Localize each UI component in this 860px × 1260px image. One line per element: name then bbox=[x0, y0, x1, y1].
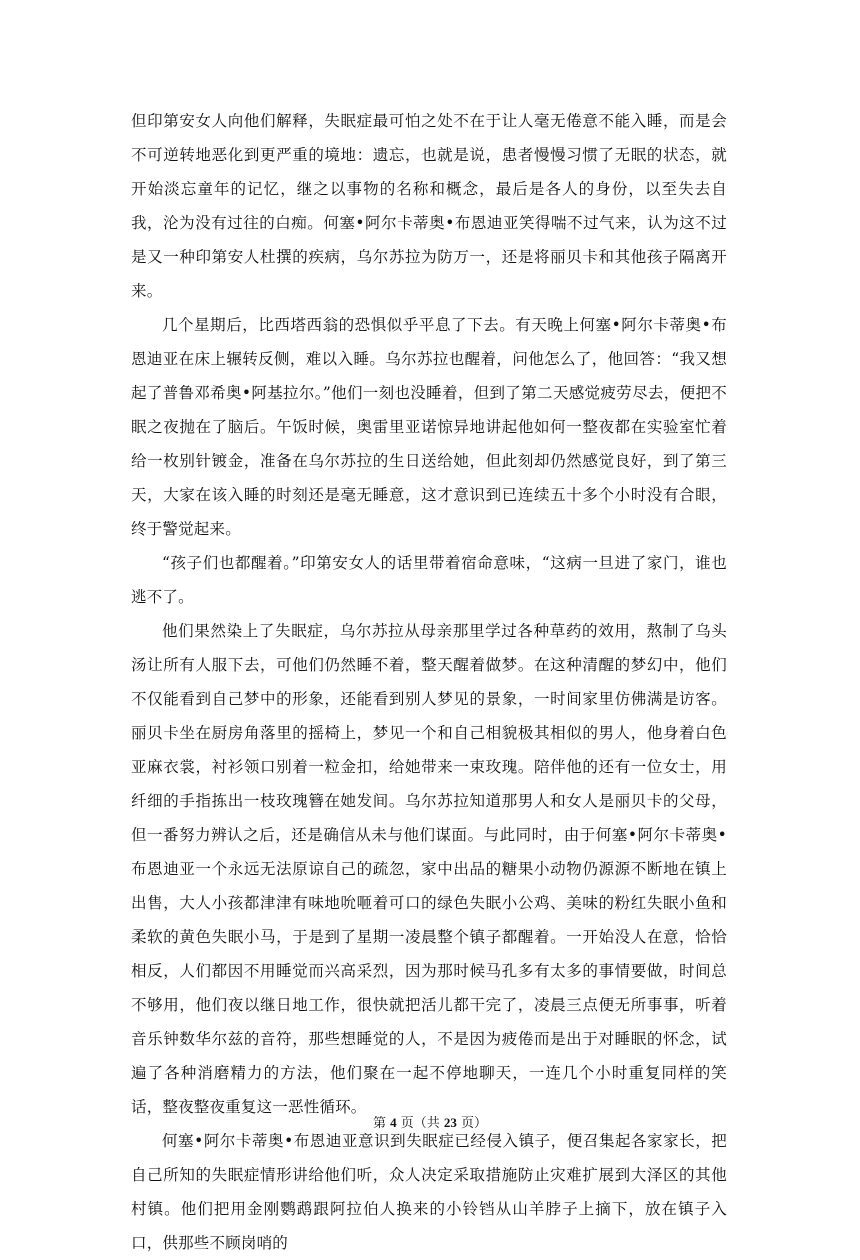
page-footer bbox=[0, 1114, 860, 1133]
paragraph-3: “孩子们也都醒着。”印第安女人的话里带着宿命意味，“这病一旦进了家门，谁也逃不了。 bbox=[131, 554, 727, 606]
footer-suffix: 页） bbox=[461, 1116, 488, 1131]
footer-middle: 页（共 bbox=[400, 1116, 440, 1131]
paragraph-1: 但印第安女人向他们解释，失眠症最可怕之处不在于让人毫无倦意不能入睡，而是会不可逆转地恶化到更严重的境地：遗忘，也就是说，患者慢慢习惯了无眠的状态，就开始淡忘童年的记忆，继之以事物的名称和概念，最后是各人的身份，以至失去自我，沦为没有过往的白痴。何塞•阿尔卡蒂奥•布恩迪亚笑得喘不过气来，认为这不过是又一种印第安人杜撰的疾病，乌尔苏拉为防万一，还是将丽贝卡和其他孩子隔离开来。 bbox=[131, 112, 727, 300]
paragraph-4: 他们果然染上了失眠症，乌尔苏拉从母亲那里学过各种草药的效用，熬制了乌头汤让所有人服下去，可他们仍然睡不着，整天醒着做梦。在这种清醒的梦幻中，他们不仅能看到自己梦中的形象，还能看到别人梦见的景象，一时间家里仿佛满是访客。丽贝卡坐在厨房角落里的摇椅上，梦见一个和自己相貌极其相似的男人，他身着白色亚麻衣裳，衬衫领口别着一粒金扣，给她带来一束玫瑰。陪伴他的还有一位女士，用纤细的手指拣出一枝玫瑰簪在她发间。乌尔苏拉知道那男人和女人是丽贝卡的父母，但一番努力辨认之后，还是确信从未与他们谋面。与此同时，由于何塞•阿尔卡蒂奥•布恩迪亚一个永远无法原谅自己的疏忽，家中出品的糖果小动物仍源源不断地在镇上出售，大人小孩都津津有味地吮咂着可口的绿色失眠小公鸡、美味的粉红失眠小鱼和柔软的黄色失眠小马，于是到了星期一凌晨整个镇子都醒着。一开始没人在意，恰恰相反，人们都因不用睡觉而兴高采烈，因为那时候马孔多有太多的事情要做，时间总不够用，他们夜以继日地工作，很快就把活儿都干完了，凌晨三点便无所事事，听着音乐钟数华尔兹的音符，那些想睡觉的人，不是因为疲倦而是出于对睡眠的怀念，试遍了各种消磨精力的方法，他们聚在一起不停地聊天，一连几个小时重复同样的笑话，整夜整夜重复这一恶性循环。 bbox=[131, 622, 727, 1116]
paragraph-5: 何塞•阿尔卡蒂奥•布恩迪亚意识到失眠症已经侵入镇子，便召集起各家家长，把自己所知的失眠症情形讲给他们听，众人决定采取措施防止灾难扩展到大泽区的其他村镇。他们把用金刚鹦鹉跟阿拉伯人换来的小铃铛从山羊脖子上摘下，放在镇子入口，供那些不顾岗哨的 bbox=[131, 1132, 727, 1252]
paragraph-2: 几个星期后，比西塔西翁的恐惧似乎平息了下去。有天晚上何塞•阿尔卡蒂奥•布恩迪亚在床上辗转反侧，难以入睡。乌尔苏拉也醒着，问他怎么了，他回答：“我又想起了普鲁邓希奥•阿基拉尔。”他们一刻也没睡着，但到了第二天感觉疲劳尽去，便把不眠之夜抛在了脑后。午饭时候，奥雷里亚诺惊异地讲起他如何一整夜都在实验室忙着给一枚别针镀金，准备在乌尔苏拉的生日送给她，但此刻却仍然感觉良好，到了第三天，大家在该入睡的时刻还是毫无睡意，这才意识到已连续五十多个小时没有合眼，终于警觉起来。 bbox=[131, 316, 727, 538]
footer-prefix: 第 bbox=[372, 1116, 386, 1131]
footer-page-number: 4 bbox=[390, 1115, 397, 1130]
footer-total-pages: 23 bbox=[443, 1115, 457, 1130]
document-body bbox=[131, 104, 727, 1260]
